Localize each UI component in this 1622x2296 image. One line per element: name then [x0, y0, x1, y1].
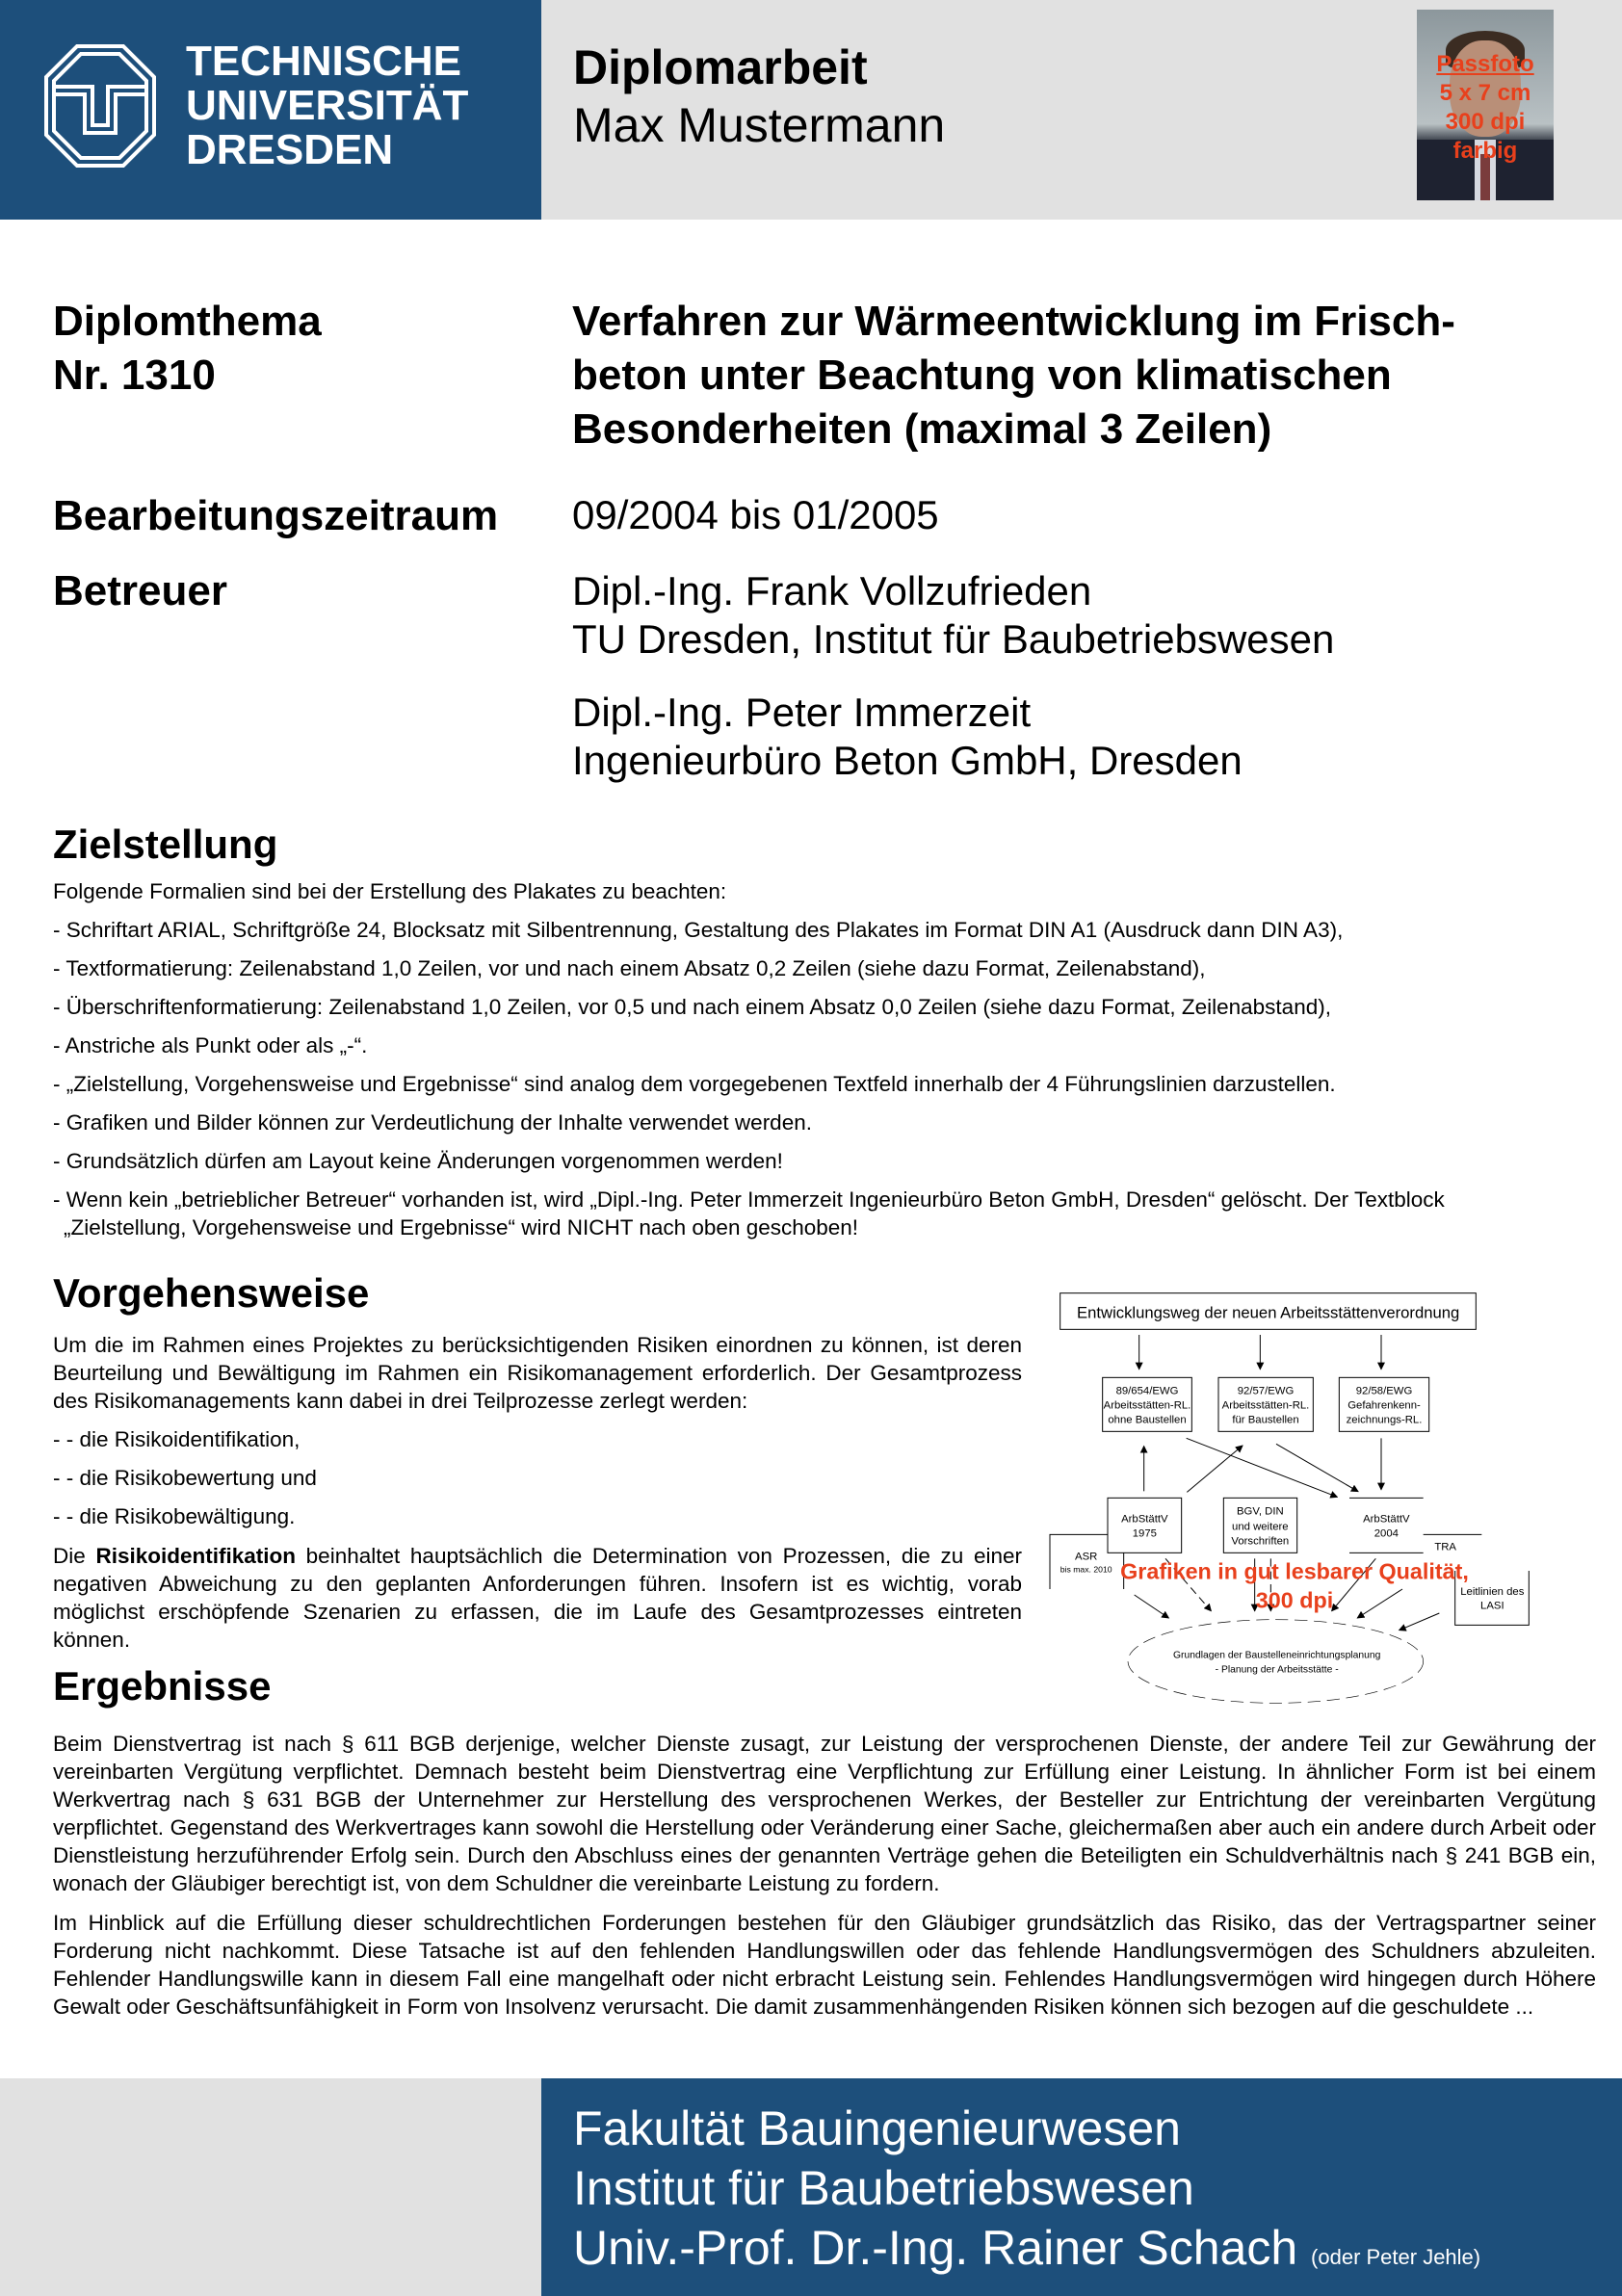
- arbstaettv-2004-line: ArbStättV: [1363, 1513, 1410, 1526]
- vorgehensweise-body: [53, 1331, 1022, 1654]
- footer-gray-area: [0, 2078, 541, 2296]
- ergebnisse-para2: Im Hinblick auf die Erfüllung dieser schuldrechtlichen Forderungen bestehen für den Gläubiger grundsätzlich das Risiko, das der Vertragspartner seiner Forderung nicht nachkommt. Diese Tatsache ist auf den fehlenden Handlungswillen oder das fehlende Handlungsvermögen des Schuldners abzuleiten. Fehlender Handlungswille kann in diesem Fall eine mangelhaft oder nicht erbracht Leistung sein. Fehlendes Handlungsvermögen wird hingegen durch Höhere Gewalt oder Geschäftsunfähigkeit in Form von Insolvenz verursacht. Die damit zusammenhängenden Risiken können sich bezogen auf die geschuldete ...: [53, 1911, 1596, 2019]
- tu-dresden-logo: [0, 0, 541, 220]
- zielstellung-item: - Schriftart ARIAL, Schriftgröße 24, Blocksatz mit Silbentrennung, Gestaltung des Plakates im Format DIN A1 (Ausdruck dann DIN A3),: [53, 918, 1344, 942]
- lasi-line: Leitlinien des: [1460, 1586, 1525, 1598]
- vorgehensweise-bullet: - - die Risikobewertung und: [53, 1466, 317, 1490]
- box3-line: 92/58/EWG: [1355, 1385, 1413, 1397]
- ergebnisse-para1: Beim Dienstvertrag ist nach § 611 BGB derjenige, welcher Dienste zusagt, zur Leistung der versprochenen Dienste, der andere Teil zur Gewährung der vereinbarten Vergütung verpflichtet. Demnach besteht beim Dienstvertrag eine Verpflichtung zur Erfüllung einer Leistung. In ähnlicher Form ist bei einem Werkvertrag nach § 631 BGB der Unternehmer zur Herstellung des versprochenen Werkes, der Besteller zur Entrichtung der vereinbarten Vergütung verpflichtet. Gegenstand des Werkvertrages kann sowohl die Herstellung oder Veränderung einer Sache, gleichermaßen aber auch ein andere durch Arbeit oder Dienstleistung herzuführender Erfolg sein. Durch den Abschluss eines der genannten Verträge gehen die Beteiligten ein Schuldverhältnis nach § 241 BGB ein, wonach der Gläubiger berechtigt ist, von dem Schuldner die vereinbarte Leistung zu fordern.: [53, 1732, 1596, 1895]
- vorgehensweise-para1: Um die im Rahmen eines Projektes zu berücksichtigenden Risiken einordnen zu können, ist deren Beurteilung und Bewältigung im Rahmen ein Risikomanagement erforderlich. Der Gesamtprozess des Risikomanagements kann dabei in drei Teilprozesse zerlegt werden:: [53, 1333, 1022, 1413]
- box2-line: Arbeitsstätten-RL.: [1221, 1399, 1310, 1412]
- box3-line: zeichnungs-RL.: [1346, 1414, 1423, 1426]
- vorgehensweise-heading: Vorgehensweise: [53, 1270, 370, 1316]
- zielstellung-item: - „Zielstellung, Vorgehensweise und Ergebnisse“ sind analog dem vorgegebenen Textfeld innerhalb der 4 Führungslinien darzustellen.: [53, 1072, 1336, 1096]
- betreuer-1: Dipl.-Ing. Frank Vollzufrieden TU Dresden, Institut für Baubetriebswesen: [572, 568, 1335, 662]
- lasi-line: LASI: [1480, 1600, 1504, 1612]
- diagram-arrows: [1132, 1335, 1440, 1631]
- quality-note: 300 dpi: [1255, 1587, 1334, 1613]
- box2-line: für Baustellen: [1232, 1414, 1299, 1426]
- zielstellung-item-cont: „Zielstellung, Vorgehensweise und Ergebnisse“ wird NICHT nach oben geschoben!: [64, 1215, 859, 1239]
- arbstaettv-1975-line: 1975: [1132, 1527, 1157, 1540]
- professor: Univ.-Prof. Dr.-Ing. Rainer Schach (oder Peter Jehle): [573, 2221, 1481, 2275]
- vorgehensweise-para2: Die Risikoidentifikation beinhaltet hauptsächlich die Determination von Prozessen, die zu einer negativen Abweichung zu den geplanten Anforderungen führen. Insofern ist es wichtig, vorab möglichst erschöpfende Szenarien zu erfassen, die im Laufe des Gesamtprozesses eintreten können.: [53, 1544, 1023, 1652]
- box1-line: 89/654/EWG: [1115, 1385, 1179, 1397]
- bgv-line: und weitere: [1232, 1521, 1289, 1533]
- zielstellung-heading: Zielstellung: [53, 822, 278, 867]
- logo-line-3: DRESDEN: [186, 126, 394, 173]
- zielstellung-item: - Anstriche als Punkt oder als „-“.: [53, 1033, 368, 1057]
- zielstellung-item: - Textformatierung: Zeilenabstand 1,0 Zeilen, vor und nach einem Absatz 0,2 Zeilen (siehe dazu Format, Zeilenabstand),: [53, 956, 1206, 980]
- grundlagen-ellipse: [1128, 1620, 1424, 1704]
- box1-line: ohne Baustellen: [1108, 1414, 1187, 1426]
- quality-note: Grafiken in gut lesbarer Qualität,: [1120, 1558, 1469, 1584]
- arbstaettv-2004-lines: [1349, 1498, 1481, 1552]
- box3-line: Gefahrenkenn-: [1347, 1399, 1421, 1412]
- institute: Institut für Baubetriebswesen: [573, 2161, 1194, 2215]
- bgv-line: BGV, DIN: [1236, 1505, 1284, 1518]
- ellipse-line: - Planung der Arbeitsstätte -: [1215, 1664, 1339, 1676]
- author-name: Max Mustermann: [573, 98, 946, 152]
- footer-institute: [541, 2078, 1622, 2296]
- passport-photo: [1417, 10, 1554, 200]
- logo-line-1: TECHNISCHE: [186, 38, 462, 85]
- betreuer-2: Dipl.-Ing. Peter Immerzeit Ingenieurbüro Beton GmbH, Dresden: [572, 690, 1243, 783]
- ellipse-line: Grundlagen der Baustelleneinrichtungsplanung: [1173, 1650, 1381, 1661]
- thesis-type: Diplomarbeit: [573, 40, 868, 94]
- box2-line: 92/57/EWG: [1237, 1385, 1295, 1397]
- zeitraum-value: 09/2004 bis 01/2005: [572, 492, 939, 537]
- asr-sublabel: bis max. 2010: [1060, 1564, 1112, 1575]
- bgv-line: Vorschriften: [1231, 1535, 1290, 1548]
- asr-label: ASR: [1075, 1551, 1098, 1563]
- logo-line-2: UNIVERSITÄT: [186, 82, 469, 129]
- header-logo-area: [0, 0, 541, 220]
- tra-label: TRA: [1434, 1541, 1457, 1553]
- box-arbstaettv-1975: [1108, 1498, 1182, 1552]
- thema-label: Diplomthema Nr. 1310: [53, 298, 322, 399]
- zeitraum-label: Bearbeitungszeitraum: [53, 492, 499, 539]
- zielstellung-item: - Grafiken und Bilder können zur Verdeutlichung der Inhalte verwendet werden.: [53, 1110, 812, 1135]
- zielstellung-intro: Folgende Formalien sind bei der Erstellung des Plakates zu beachten:: [53, 879, 727, 903]
- vorgehensweise-bullet: - - die Risikobewältigung.: [53, 1504, 296, 1528]
- photo-placeholder-label: Passfoto 5 x 7 cm 300 dpi farbig: [1436, 51, 1534, 164]
- arbstaettv-2004-line: 2004: [1373, 1527, 1399, 1540]
- vorgehensweise-bullet: - - die Risikoidentifikation,: [53, 1427, 301, 1451]
- zielstellung-item: - Überschriftenformatierung: Zeilenabstand 1,0 Zeilen, vor 0,5 und nach einem Absatz 0,0 Zeilen (siehe dazu Format, Zeilenabstand),: [53, 995, 1331, 1019]
- zielstellung-body: [53, 878, 1594, 1241]
- arbstaettv-1975-line: ArbStättV: [1121, 1513, 1168, 1526]
- ergebnisse-heading: Ergebnisse: [53, 1663, 272, 1709]
- zielstellung-item: - Wenn kein „betrieblicher Betreuer“ vorhanden ist, wird „Dipl.-Ing. Peter Immerzeit Ingenieurbüro Beton GmbH, Dresden“ gelöscht. Der Textblock: [53, 1187, 1445, 1212]
- thema-value: Verfahren zur Wärmeentwicklung im Frisch- beton unter Beachtung von klimatischen Besonderheiten (maximal 3 Zeilen): [572, 298, 1455, 453]
- diagram-title: Entwicklungsweg der neuen Arbeitsstättenverordnung: [1077, 1303, 1460, 1322]
- betreuer-label: Betreuer: [53, 567, 227, 614]
- faculty: Fakultät Bauingenieurwesen: [573, 2101, 1181, 2155]
- zielstellung-item: - Grundsätzlich dürfen am Layout keine Änderungen vorgenommen werden!: [53, 1149, 783, 1173]
- arbeitsstaetten-diagram: [1040, 1271, 1618, 1714]
- ergebnisse-body: [53, 1730, 1596, 2021]
- box1-line: Arbeitsstätten-RL.: [1103, 1399, 1191, 1412]
